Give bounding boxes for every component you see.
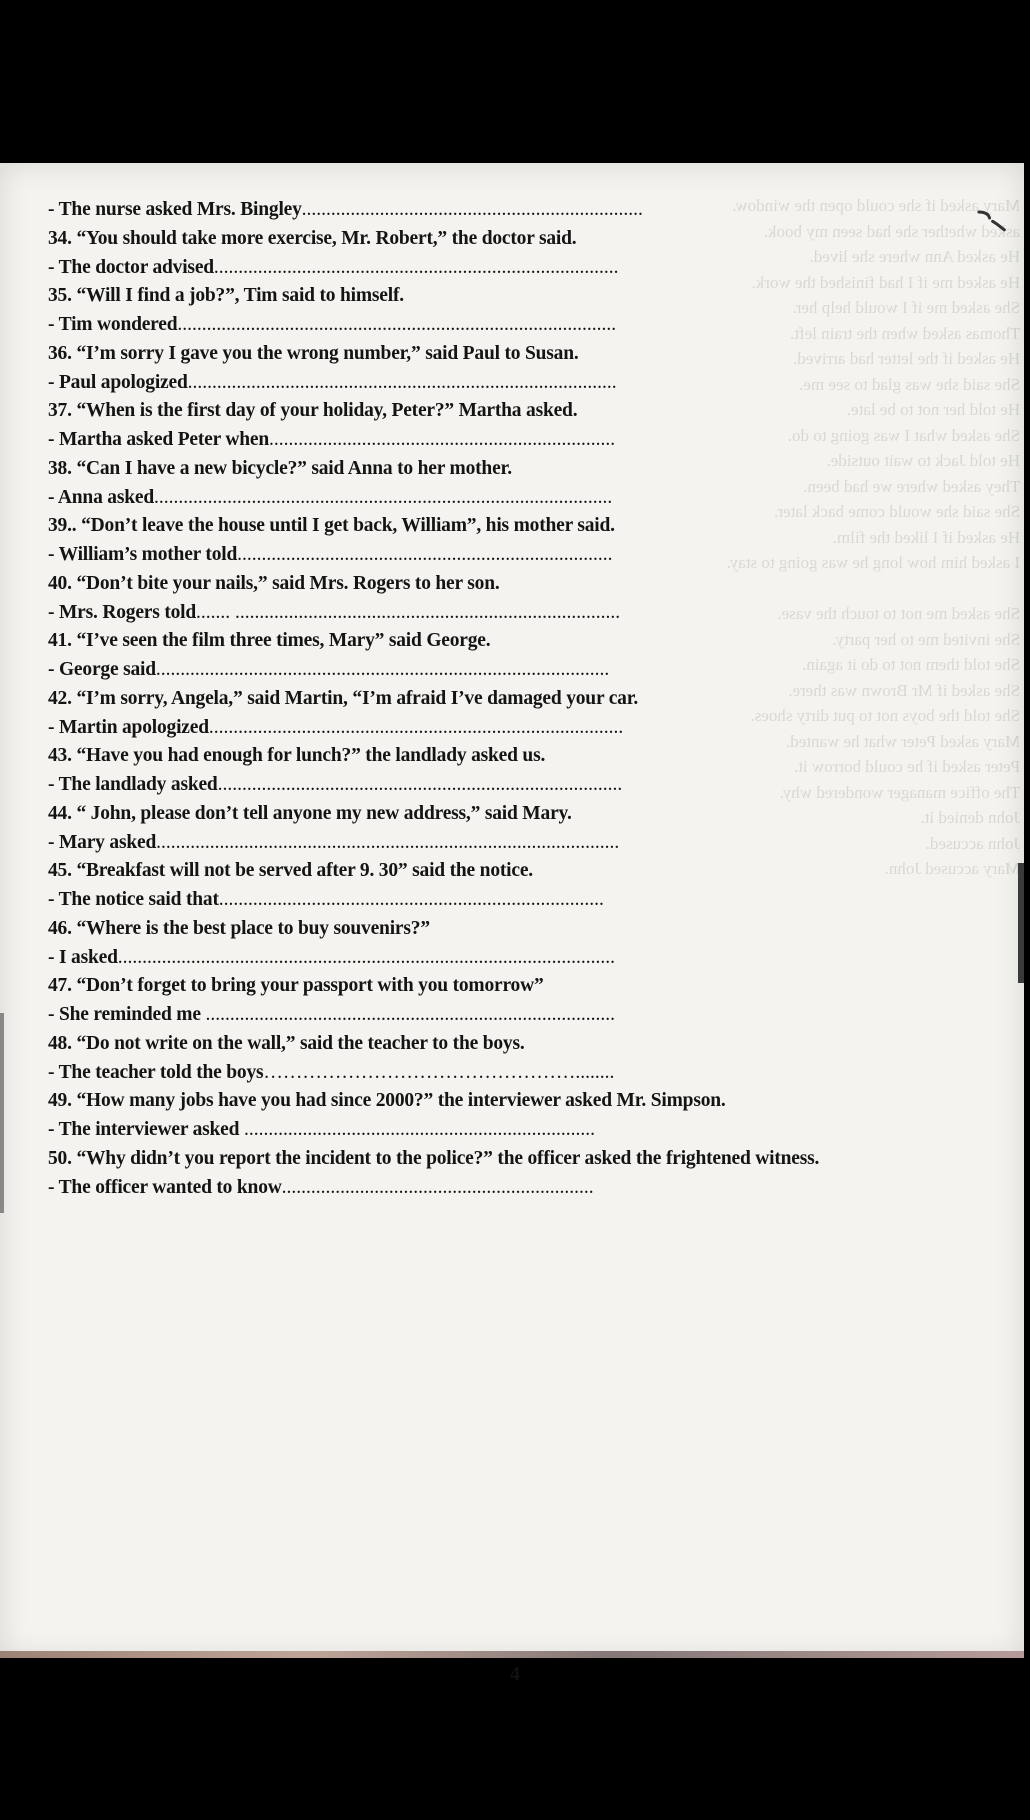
answer-line-36 — [48, 369, 928, 398]
question-44: 44. “ John, please don’t tell anyone my new address,” said Mary. — [48, 802, 572, 824]
answer-blank: ........................................................................................ — [187, 371, 617, 393]
answer-blank: ................................................................................... — [213, 256, 619, 278]
answer-line-35 — [48, 311, 928, 340]
answer-prompt: - The interviewer asked — [48, 1119, 244, 1140]
answer-line-47 — [48, 1001, 928, 1030]
answer-blank: ............................................................................................... — [156, 831, 620, 853]
answer-line-49 — [48, 1116, 928, 1145]
answer-blank: ...................................................................... — [301, 199, 643, 220]
page-edge-shadow — [1018, 863, 1024, 983]
question-39: 39.. “Don’t leave the house until I get back, William”, his mother said. — [48, 515, 615, 537]
answer-line-43 — [48, 771, 928, 800]
answer-line-42 — [48, 714, 928, 743]
answer-blank: ........................................................................ — [243, 1119, 595, 1140]
answer-line-39 — [48, 541, 928, 570]
answer-blank: ................................................................ — [281, 1176, 594, 1198]
answer-prompt: - Mrs. Rogers told — [48, 601, 197, 623]
answer-blank: ............................................................................................. — [155, 659, 610, 680]
answer-line-37 — [48, 426, 928, 455]
answer-prompt: - The nurse asked Mrs. Bingley — [48, 199, 302, 220]
answer-line-33 — [48, 196, 928, 225]
answer-prompt: - Martin apologized — [48, 716, 209, 738]
question-38: 38. “Can I have a new bicycle?” said Anna to her mother. — [48, 457, 512, 479]
question-48: 48. “Do not write on the wall,” said the teacher to the boys. — [48, 1032, 525, 1054]
answer-prompt: - William’s mother told — [48, 544, 238, 565]
answer-line-34 — [48, 254, 928, 283]
answer-blank: ..................................................................................... — [208, 716, 624, 738]
answer-prompt: - The notice said that — [48, 889, 219, 910]
question-37: 37. “When is the first day of your holiday, Peter?” Martha asked. — [48, 400, 578, 422]
question-42: 42. “I’m sorry, Angela,” said Martin, “I’m afraid I’ve damaged your car. — [48, 687, 639, 709]
page-number: 4 — [510, 1663, 520, 1685]
answer-line-45 — [48, 886, 928, 915]
exercise-list — [48, 196, 928, 1202]
answer-prompt: - The doctor advised — [48, 256, 214, 278]
answer-prompt: - I asked — [48, 946, 118, 968]
answer-blank: …………………………………………........ — [263, 1061, 615, 1083]
answer-blank: ................................................................................... — [217, 774, 623, 795]
bleed-through-text: - Mary asked if she could open the window. I asked whether she had seen my book. - He asked Ann where she lived. - He asked me if I had finished the work. - She asked me if I would help her. - Thomas asked when the train left. - He asked if the letter had arrived. - She said she was glad to see me. - He told her not to be late. - She asked what I was going to do. - He told Jack to wait outside. - They asked where we had been. - She said she would come back later. - He asked if I liked the film. - I asked him how long he was going to stay. - She asked me not to touch the vase. - She invited me to her party. - She told them not to do it again. - She asked if Mr Brown was there. - She told the boys not to put dirty shoes. - Mary asked Peter what he wanted. - Peter asked if he could borrow it. - The office manager wondered why. - John denied it. - John accused. - Mary accused John. — [726, 196, 1030, 878]
question-45: 45. “Breakfast will not be served after 9. 30” said the notice. — [48, 860, 533, 882]
question-41: 41. “I’ve seen the film three times, Mary” said George. — [48, 630, 491, 652]
question-36: 36. “I’m sorry I gave you the wrong number,” said Paul to Susan. — [48, 342, 579, 364]
worksheet-page — [0, 163, 1030, 1685]
page-bottom-edge — [0, 1651, 1024, 1658]
answer-prompt: - The landlady asked — [48, 774, 218, 795]
answer-prompt: - Anna asked — [48, 486, 154, 508]
answer-prompt: - The teacher told the boys — [48, 1061, 264, 1083]
question-43: 43. “Have you had enough for lunch?” the landlady asked us. — [48, 745, 546, 767]
answer-line-48 — [48, 1059, 928, 1088]
question-46: 46. “Where is the best place to buy souvenirs?” — [48, 917, 430, 939]
answer-blank: .............................................................................................. — [153, 486, 613, 508]
question-47: 47. “Don’t forget to bring your passport with you tomorrow” — [48, 975, 544, 997]
answer-prompt: - Mary asked — [48, 831, 157, 853]
question-50: 50. “Why didn’t you report the incident to the police?” the officer asked the frightened witness. — [48, 1147, 820, 1169]
answer-prompt: - Tim wondered — [48, 314, 178, 335]
answer-prompt: - Paul apologized — [48, 371, 188, 393]
answer-blank: ....... ............................................................................... — [196, 601, 621, 623]
answer-blank: ............................................................................. — [237, 544, 613, 565]
question-49: 49. “How many jobs have you had since 2000?” the interviewer asked Mr. Simpson. — [48, 1090, 726, 1112]
answer-line-46 — [48, 944, 928, 973]
answer-line-38 — [48, 484, 928, 513]
answer-prompt: - The officer wanted to know — [48, 1176, 282, 1198]
answer-line-41 — [48, 656, 928, 685]
answer-prompt: - George said — [48, 659, 156, 680]
answer-blank: ...................................................................................................... — [117, 946, 615, 968]
question-34: 34. “You should take more exercise, Mr. Robert,” the doctor said. — [48, 227, 577, 249]
question-35: 35. “Will I find a job?”, Tim said to himself. — [48, 285, 404, 307]
question-40: 40. “Don’t bite your nails,” said Mrs. Rogers to her son. — [48, 572, 500, 594]
answer-blank: .......................................................................................... — [177, 314, 617, 335]
answer-line-50 — [48, 1174, 928, 1203]
answer-prompt: - Martha asked Peter when — [48, 429, 270, 450]
answer-blank: ....................................................................... — [269, 429, 616, 450]
answer-prompt: - She reminded me — [48, 1004, 206, 1025]
answer-line-40 — [48, 599, 928, 628]
page-edge-shadow — [0, 1013, 4, 1213]
staple-mark-icon — [974, 208, 1011, 233]
answer-blank: ............................................................................... — [218, 889, 604, 910]
answer-line-44 — [48, 829, 928, 858]
answer-blank: .................................................................................... — [205, 1004, 615, 1025]
